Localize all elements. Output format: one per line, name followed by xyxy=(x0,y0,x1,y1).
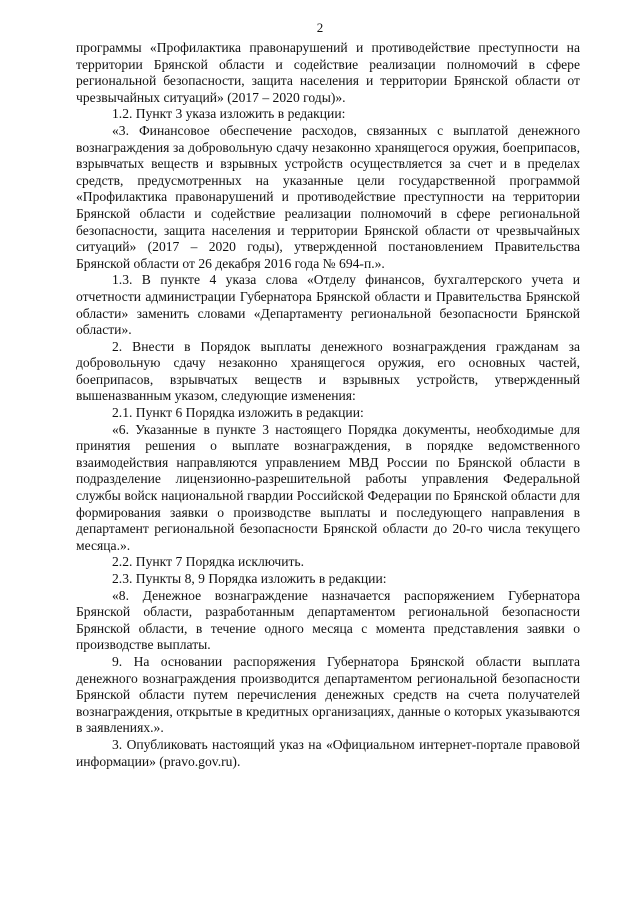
paragraph: программы «Профилактика правонарушений и противодействие преступности на территории Брянской области и содействие реализации полномочий в сфере региональной безопасности, защита населения и территории Брянской области от чрезвычайных ситуаций» (2017 – 2020 годы)». xyxy=(76,40,580,105)
paragraph: 1.3. В пункте 4 указа слова «Отделу финансов, бухгалтерского учета и отчетности администрации Губернатора Брянской области и Правительства Брянской области» заменить словами «Департаменту региональной безопасности Брянской области». xyxy=(76,272,580,338)
paragraph: 2.1. Пункт 6 Порядка изложить в редакции: xyxy=(112,405,364,421)
paragraph: 2.2. Пункт 7 Порядка исключить. xyxy=(112,554,305,570)
paragraph: 9. На основании распоряжения Губернатора Брянской области выплата денежного вознаграждения производится департаментом региональной безопасности Брянской области путем перечисления денежных средств на счета получателей вознаграждения, открытые в кредитных организациях, данные о которых указываются в заявлениях.». xyxy=(76,653,580,736)
page-number: 2 xyxy=(316,20,324,35)
paragraph: «3. Финансовое обеспечение расходов, связанных с выплатой денежного вознаграждения за добровольную сдачу незаконно хранящегося оружия, боеприпасов, взрывчатых веществ и взрывных устройств осуществляется за счет и в пределах средств, предусмотренных на указанные цели государственной программой «Профилактика правонарушений и противодействие преступности на территории Брянской области и содействие реализации полномочий в сфере региональной безопасности, защита населения и территории Брянской области от чрезвычайных ситуаций» (2017 – 2020 годы), утвержденной постановлением Правительства Брянской области от 26 декабря 2016 года № 694-п.». xyxy=(76,122,580,271)
paragraph: 3. Опубликовать настоящий указ на «Официальном интернет-портале правовой информации» (pravo.gov.ru). xyxy=(76,736,580,769)
paragraph: 2.3. Пункты 8, 9 Порядка изложить в редакции: xyxy=(112,571,387,586)
paragraph: «6. Указанные в пункте 3 настоящего Порядка документы, необходимые для принятия решения о выплате вознаграждения, в порядке ведомственного взаимодействия направляются управлением МВД России по Брянской области в подразделение лицензионно-разрешительной работы управления Федеральной службы войск национальной гвардии Российской Федерации по Брянской области для формирования заявки о производстве выплаты и последующего направления в департамент региональной безопасности Брянской области до 20-го числа текущего месяца.». xyxy=(76,421,580,553)
document-body xyxy=(76,40,580,770)
paragraph: «8. Денежное вознаграждение назначается распоряжением Губернатора Брянской области, разработанным департаментом региональной безопасности Брянской области, в течение одного месяца с момента представления заявки о производстве выплаты. xyxy=(76,587,580,653)
paragraph: 1.2. Пункт 3 указа изложить в редакции: xyxy=(112,106,346,122)
paragraph: 2. Внести в Порядок выплаты денежного вознаграждения гражданам за добровольную сдачу незаконно хранящегося оружия, его основных частей, боеприпасов, взрывчатых веществ и взрывных устройств, утвержденный вышеназванным указом, следующие изменения: xyxy=(76,338,580,404)
